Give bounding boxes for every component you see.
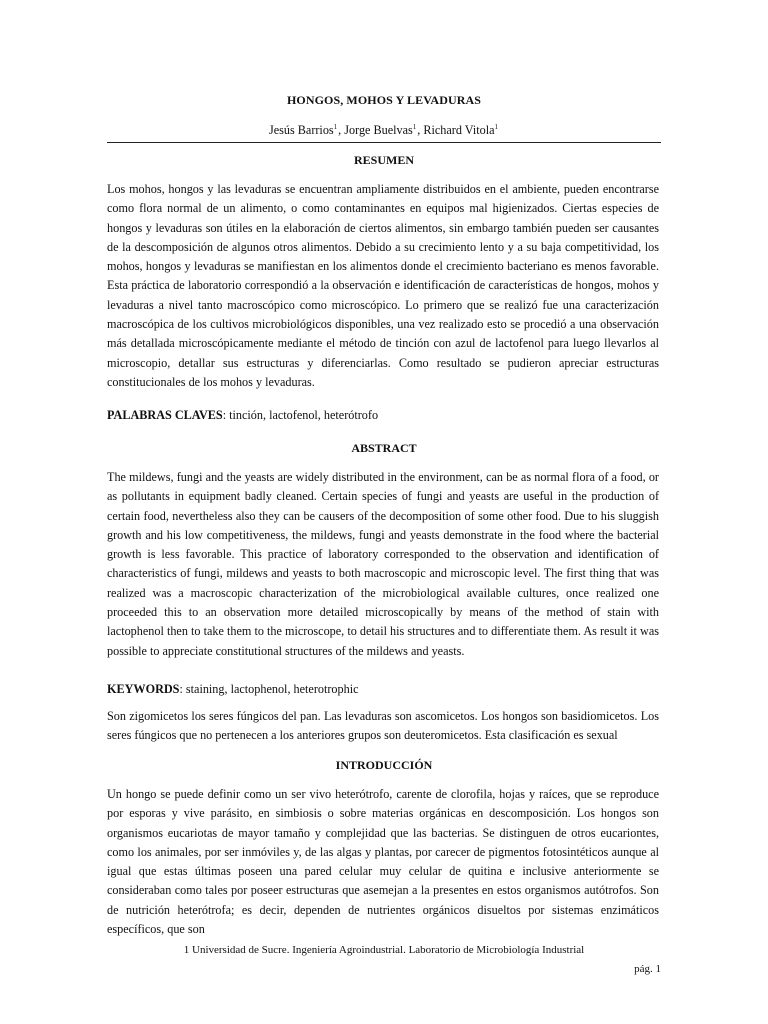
author-name: Jorge Buelvas [344,123,413,137]
introduccion-paragraph: Un hongo se puede definir como un ser vivo heterótrofo, carente de clorofila, hojas y raíces, que se reproduce por esporas y vive parásito, en simbiosis o sobre materias orgánicas en descomposición. Los hongos son organismos eucariotas de mayor tamaño y complejidad que las bacterias. Se distinguen de otros eucariontes, como los animales, por ser inmóviles y, de las algas y plantas, por carecer de pigmentos fotosintéticos aunque al igual que estas últimas poseen una pared celular muy celular de quitina e inclusive anteriormente se consideraban como tales por poseer estructuras que asemejan a la presentes en estos organismos autótrofos. Son de nutrición heterótrofa; es decir, dependen de nutrientes orgánicos disueltos por sistemas enzimáticos específicos, que son [107,787,659,937]
author-affiliation-mark: 1 [333,123,338,131]
palabras-claves [107,408,659,423]
affiliation-footnote: 1 Universidad de Sucre. Ingeniería Agroindustrial. Laboratorio de Microbiología Industrial [183,944,585,956]
keywords-label: KEYWORDS [107,682,180,696]
author-name: Jesús Barrios [269,123,334,137]
abstract-heading: ABSTRACT [351,441,417,455]
author-line [0,123,768,138]
author-separator: , [338,123,345,137]
author-name: Richard Vitola [423,123,495,137]
keywords [107,682,659,697]
classification-paragraph: Son zigomicetos los seres fúngicos del pan. Las levaduras son ascomicetos. Los hongos son basidiomicetos. Los seres fúngicos que no pertenecen a los anteriores grupos son deuteromicetos. Esta clasificación es sexual [107,709,659,743]
resumen-heading: RESUMEN [353,153,414,167]
author-affiliation-mark: 1 [412,123,417,131]
palabras-claves-label: PALABRAS CLAVES [107,408,223,422]
abstract-paragraph: The mildews, fungi and the yeasts are widely distributed in the environment, can be as normal flora of a food, or as pollutants in equipment badly cleaned. Certain species of fungi and yeasts are useful in the production of certain food, nevertheless also they can be causers of the decomposition of some other food. Due to his sluggish growth and his low competitiveness, the mildews, fungi and yeasts demonstrate in the food where the bacterial growth is less favorable. This practice of laboratory corresponded to the observation and identification of characteristics of fungi, mildews and yeasts to both macroscopic and microscopic level. The first thing that was realized was a macroscopic characterization of the microbiological available cultures, once realized one proceeded this to an observation more detailed microscopically by means of the method of stain with lactophenol then to take them to the microscope, to detail his structures and to differentiate them. As result it was possible to appreciate constitutional structures of the mildews and yeasts. [107,470,659,658]
page-number: pág. 1 [634,963,661,975]
paper-title: HONGOS, MOHOS Y LEVADURAS [286,93,482,107]
introduccion-heading: INTRODUCCIÓN [335,758,433,772]
keywords-value: : staining, lactophenol, heterotrophic [179,682,359,696]
resumen-paragraph: Los mohos, hongos y las levaduras se encuentran ampliamente distribuidos en el ambiente, pueden encontrarse como flora normal de un alimento, o como contaminantes en equipos mal higienizados. Ciertas especies de hongos y levaduras son útiles en la elaboración de ciertos alimentos, sin embargo también pueden ser causantes de la descomposición de algunos otros alimentos. Debido a su crecimiento lento y a su baja competitividad, los mohos, hongos y levaduras se manifiestan en los alimentos donde el crecimiento bacteriano es menos favorable. Esta práctica de laboratorio correspondió a la observación e identificación de características de hongos, mohos y levaduras a nivel tanto macroscópico como microscópico. Lo primero que se realizó fue una caracterización macroscópica de los cultivos microbiológicos disponibles, una vez realizado esto se procedió a una observación más detallada microscópicamente mediante el método de tinción con azul de lactofenol para luego llevarlos al microscopio, detallar sus estructuras y diferenciarlas. Como resultado se pudieron apreciar estructuras constitucionales de los mohos y levaduras. [107,182,659,389]
author-affiliation-mark: 1 [494,123,498,131]
palabras-claves-value: : tinción, lactofenol, heterótrofo [222,408,379,422]
header-divider [107,142,661,143]
author-separator: , [417,123,424,137]
